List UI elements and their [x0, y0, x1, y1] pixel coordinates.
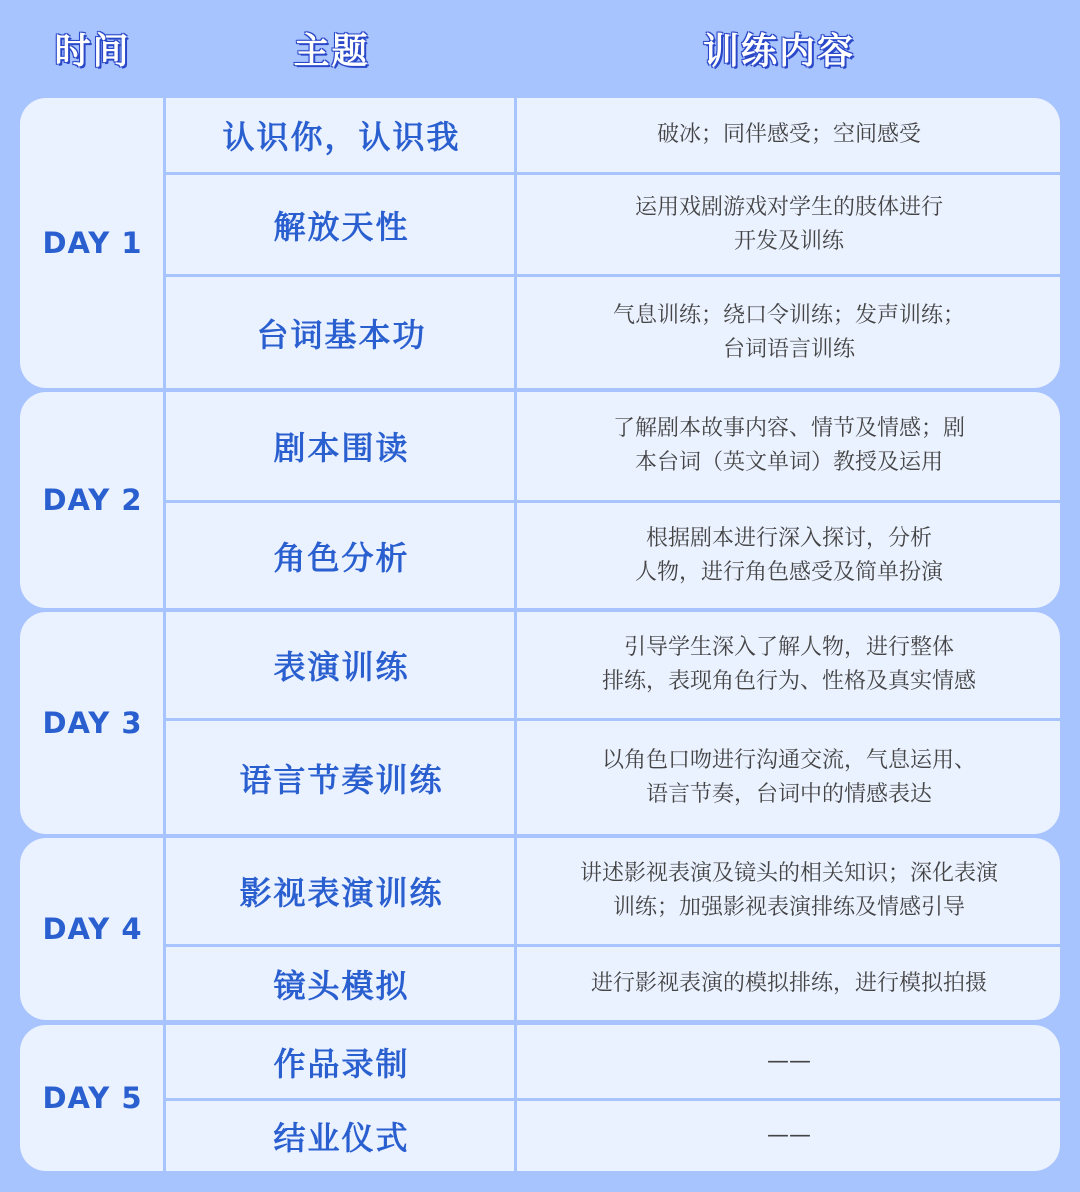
day-label: DAY 1 — [42, 226, 143, 260]
header-time: 时间 — [54, 31, 131, 72]
content-cell: 破冰；同伴感受；空间感受 — [656, 122, 921, 147]
topic-cell: 解放天性 — [273, 207, 410, 246]
content-cell: 以角色口吻进行沟通交流，气息运用、 语言节奏，台词中的情感表达 — [601, 747, 976, 807]
topic-cell: 认识你，认识我 — [222, 118, 461, 156]
content-cell: 根据剧本进行深入探讨，分析 人物，进行角色感受及简单扮演 — [634, 525, 943, 585]
content-cell: —— — [767, 1048, 811, 1074]
topic-cell: 剧本围读 — [273, 429, 410, 467]
day-card-4 — [20, 838, 1060, 1020]
topic-cell: 作品录制 — [273, 1044, 410, 1083]
topic-cell: 镜头模拟 — [273, 966, 410, 1005]
content-cell: 引导学生深入了解人物，进行整体 排练，表现角色行为、性格及真实情感 — [601, 635, 976, 694]
header-content: 训练内容 — [702, 31, 855, 72]
topic-cell: 影视表演训练 — [239, 874, 444, 912]
day-card-3 — [20, 612, 1060, 834]
day-label: DAY 2 — [42, 483, 143, 517]
day-label: DAY 4 — [42, 912, 143, 946]
topic-cell: 结业仪式 — [273, 1119, 410, 1157]
topic-cell: 语言节奏训练 — [239, 760, 444, 799]
content-cell: 运用戏剧游戏对学生的肢体进行 开发及训练 — [634, 194, 943, 254]
content-cell: 讲述影视表演及镜头的相关知识；深化表演 训练；加强影视表演排练及情感引导 — [579, 861, 998, 920]
day-label: DAY 5 — [42, 1081, 143, 1115]
content-cell: —— — [767, 1123, 811, 1148]
topic-cell: 角色分析 — [273, 538, 410, 577]
day-card-2 — [20, 392, 1060, 608]
topic-cell: 台词基本功 — [256, 315, 427, 354]
content-cell: 进行影视表演的模拟排练，进行模拟拍摄 — [590, 970, 987, 996]
content-cell: 了解剧本故事内容、情节及情感；剧 本台词（英文单词）教授及运用 — [612, 416, 965, 475]
content-cell: 气息训练；绕口令训练；发声训练； 台词语言训练 — [612, 302, 965, 362]
topic-cell: 表演训练 — [273, 648, 410, 686]
day-label: DAY 3 — [42, 706, 143, 740]
header-topic: 主题 — [293, 31, 370, 72]
day-card-5 — [20, 1025, 1060, 1171]
day-card-1 — [20, 98, 1060, 388]
